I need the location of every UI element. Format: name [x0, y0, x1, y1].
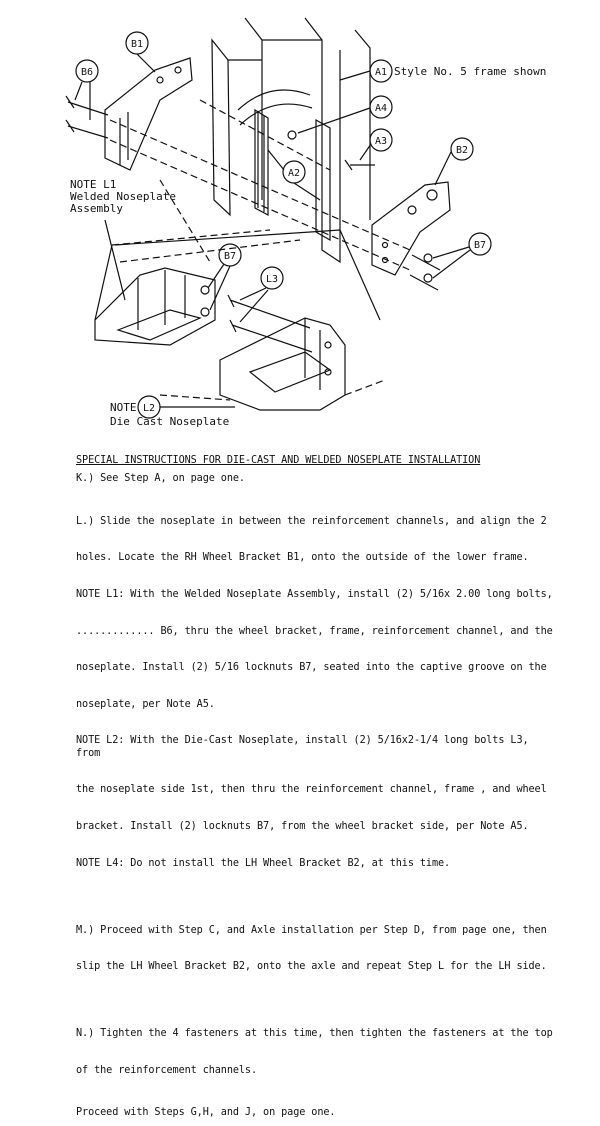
paragraph-l-line: noseplate, per Note A5. [76, 698, 215, 710]
frame-bend [238, 90, 312, 125]
paragraph-m-line: slip the LH Wheel Bracket B2, onto the axle and repeat Step L for the LH side. [76, 961, 547, 973]
paragraph-n-line: N.) Tighten the 4 fasteners at this time, then tighten the fasteners at the top [76, 1028, 553, 1040]
style-note: Style No. 5 frame shown [394, 65, 547, 78]
note-l1-line3: Assembly [70, 202, 123, 215]
welded-noseplate [95, 268, 215, 345]
paragraph-m [76, 900, 556, 998]
paragraph-m-line: M.) Proceed with Step C, and Axle installation per Step D, from page one, then [76, 924, 547, 936]
note-l1-line2: Welded Noseplate [70, 190, 176, 203]
note-l2-prefix: NOTE [110, 401, 137, 414]
paragraph-final: Proceed with Steps G,H, and J, on page one. [76, 1107, 336, 1119]
paragraph-l-line: ............. B6, thru the wheel bracket, frame, reinforcement channel, and the [76, 625, 553, 637]
assembly-diagram [0, 0, 600, 450]
callout-a3-label: A3 [374, 136, 388, 147]
paragraph-k: K.) See Step A, on page one. [76, 473, 245, 485]
callout-l3-label: L3 [265, 274, 279, 285]
paragraph-l-line: NOTE L2: With the Die-Cast Noseplate, install (2) 5/16x2-1/4 long bolts L3, from [76, 735, 535, 759]
paragraph-l-line: NOTE L4: Do not install the LH Wheel Bracket B2, at this time. [76, 857, 451, 869]
callout-a1-label: A1 [374, 67, 388, 78]
callout-b7-label-right: B7 [473, 240, 487, 251]
paragraph-n [76, 1004, 556, 1102]
paragraph-l-line: NOTE L1: With the Welded Noseplate Assembly, install (2) 5/16x 2.00 long bolts, [76, 589, 553, 601]
paragraph-l-line: the noseplate side 1st, then thru the reinforcement channel, frame , and wheel [76, 784, 547, 796]
die-cast-noseplate [220, 318, 345, 410]
callout-a2-label: A2 [287, 168, 301, 179]
paragraph-n-line: of the reinforcement channels. [76, 1064, 258, 1076]
callout-b7-label-left: B7 [223, 251, 237, 262]
frame-tube-right [305, 18, 340, 262]
paragraph-l-line: holes. Locate the RH Wheel Bracket B1, onto the outside of the lower frame. [76, 552, 529, 564]
paragraph-l [76, 491, 556, 894]
callout-l2-label: L2 [142, 403, 156, 414]
frame-tube-mid [245, 18, 262, 200]
instructions-text [76, 455, 556, 1126]
note-l2-caption: Die Cast Noseplate [110, 415, 230, 428]
callout-b1-label: B1 [130, 39, 144, 50]
callout-b6-label: B6 [80, 67, 94, 78]
frame-tube-far [355, 30, 370, 220]
callout-a4-label: A4 [374, 103, 388, 114]
note-l1-title: NOTE L1 [70, 178, 117, 191]
bracket-b1 [105, 58, 192, 170]
bolt-b6-lower [66, 120, 108, 138]
bolt-b6-upper [66, 96, 108, 115]
paragraph-l-line: L.) Slide the noseplate in between the reinforcement channels, and align the 2 [76, 515, 547, 527]
instructions-heading: SPECIAL INSTRUCTIONS FOR DIE-CAST AND WELDED NOSEPLATE INSTALLATION [76, 455, 481, 466]
callout-b2-label: B2 [455, 145, 469, 156]
bracket-b2 [372, 182, 450, 275]
paragraph-l-line: bracket. Install (2) locknuts B7, from the wheel bracket side, per Note A5. [76, 820, 529, 832]
paragraph-l-line: noseplate. Install (2) 5/16 locknuts B7, seated into the captive groove on the [76, 662, 547, 674]
